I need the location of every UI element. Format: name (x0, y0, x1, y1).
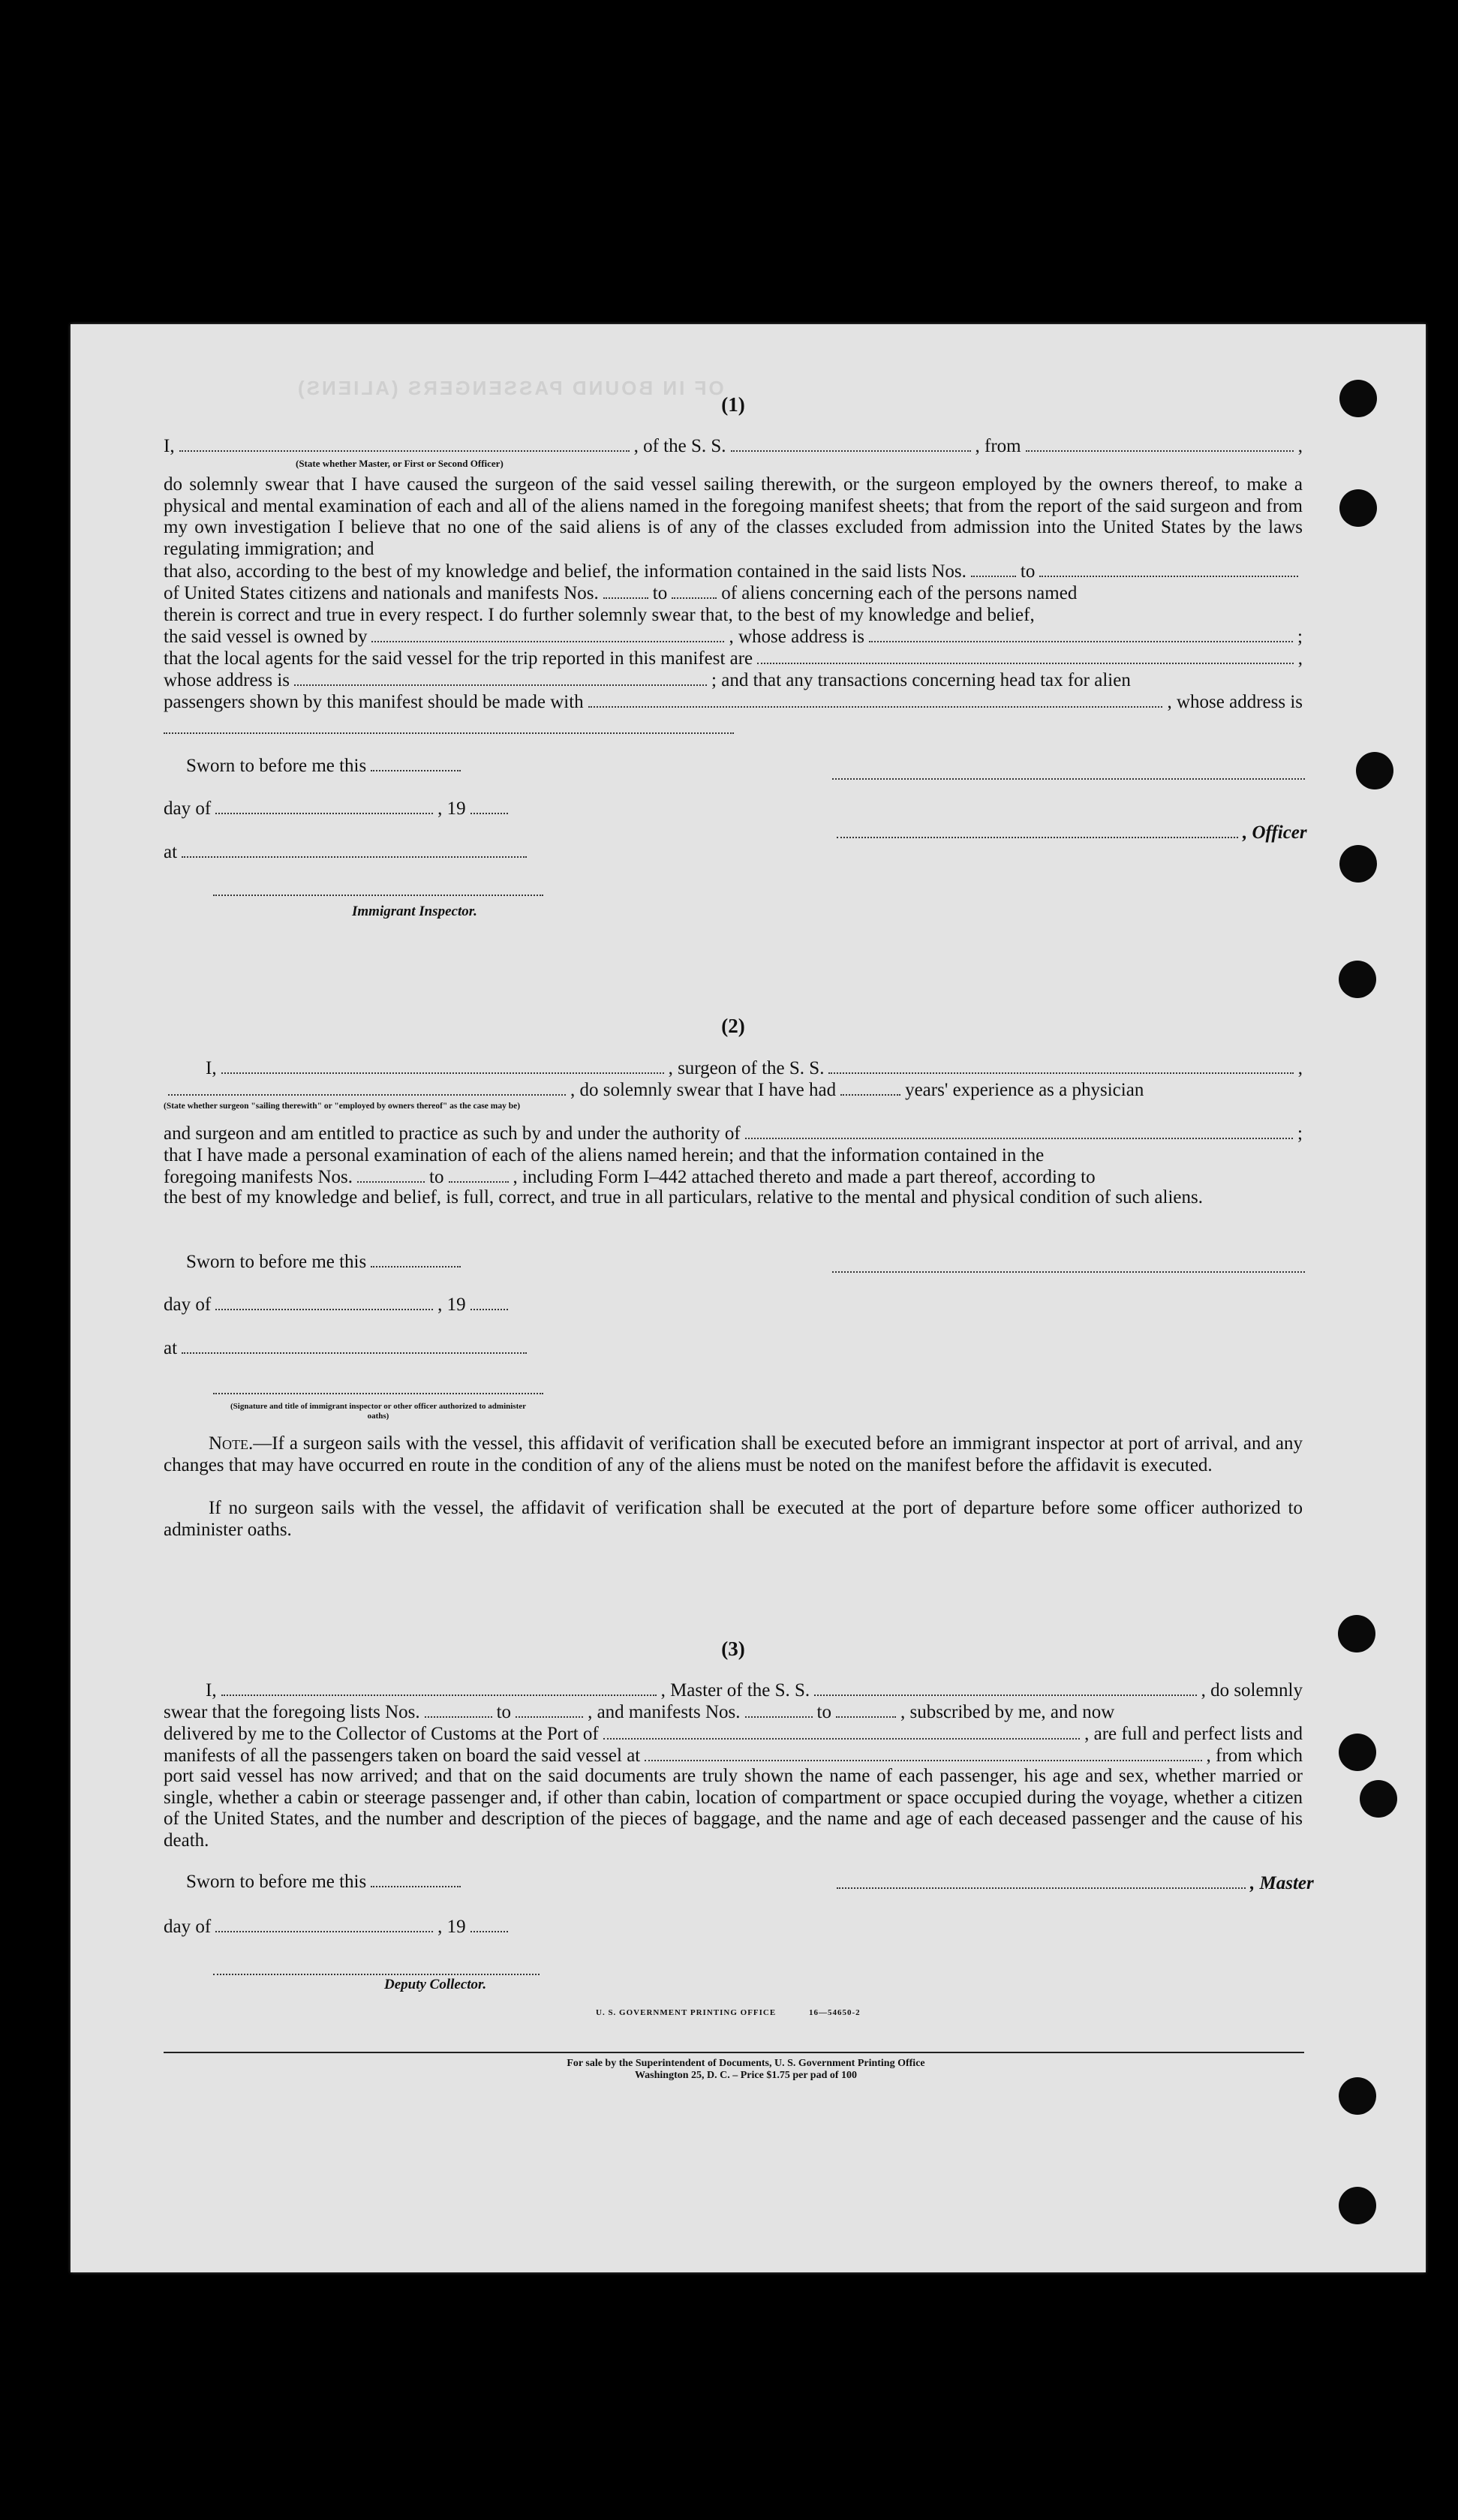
s2-note (164, 1433, 1303, 1476)
agents-address-field[interactable] (294, 671, 707, 686)
s2-officer-signature-line[interactable] (213, 1393, 543, 1394)
s1-sworn-date-field[interactable] (371, 756, 461, 771)
s1-place-field[interactable] (182, 843, 527, 858)
s1-text: , (1297, 648, 1303, 669)
s3-master-signature-field[interactable] (837, 1874, 1246, 1889)
note-label: Note. (209, 1433, 254, 1454)
punch-hole (1339, 2077, 1376, 2115)
s3-line-3 (164, 1723, 1303, 1745)
s3-text: manifests of all the passengers taken on board the said vessel at (164, 1746, 641, 1766)
punch-hole (1339, 2187, 1376, 2224)
s2-text: Sworn to before me this (186, 1252, 367, 1272)
s1-paragraph: do solemnly swear that I have caused the surgeon of the said vessel sailing therewith, or the surgeon employed by the owners thereof, to make a physical and mental examination of each and all of the aliens named in the foregoing manifest sheets; that from the report of the said surgeon and from my own investigation I believe that no one of the said aliens is of any of the classes excluded from admission into the United States by the laws regulating immigration; and (164, 474, 1303, 559)
s3-deputy-signature-line[interactable] (213, 1974, 540, 1975)
customs-port-field[interactable] (603, 1725, 1080, 1740)
printing-code: 16—54650-2 (808, 2008, 861, 2017)
surgeon-name-field[interactable] (221, 1059, 664, 1074)
s3-text: Sworn to before me this (186, 1872, 367, 1892)
section-1-number: (1) (721, 393, 745, 416)
s2-text: foregoing manifests Nos. (164, 1167, 353, 1187)
s3-manifests-to-field[interactable] (836, 1703, 896, 1718)
surgeon-status-field[interactable] (168, 1081, 566, 1096)
s2-status-note: (State whether surgeon "sailing therewith" or "employed by owners thereof" as the case may be) (164, 1102, 521, 1111)
s2-day (164, 1295, 513, 1316)
s3-text: , Master of the S. S. (660, 1680, 810, 1701)
printing-office-imprint (596, 2008, 861, 2017)
s1-lists-line (164, 561, 1303, 582)
s3-sworn-date-field[interactable] (371, 1872, 461, 1887)
s3-text: , are full and perfect lists and (1084, 1724, 1303, 1744)
bleed-through-header: OF IN BOUND PASSENGERS (ALIENS) (296, 377, 724, 399)
s2-text: , do solemnly swear that I have had (570, 1080, 837, 1100)
s3-lists-from-field[interactable] (425, 1703, 492, 1718)
s1-text: day of (164, 798, 212, 819)
s1-signature-line[interactable] (832, 778, 1305, 780)
s2-signature-line[interactable] (832, 1271, 1305, 1273)
s3-text: swear that the foregoing lists Nos. (164, 1702, 420, 1722)
s3-lists-to-field[interactable] (516, 1703, 583, 1718)
punch-hole (1360, 1780, 1397, 1818)
s1-text: Sworn to before me this (186, 756, 367, 776)
s2-text: , surgeon of the S. S. (668, 1058, 825, 1078)
s2-manifest-from-field[interactable] (357, 1168, 425, 1183)
s2-text: ; (1297, 1123, 1303, 1144)
s2-text: at (164, 1338, 178, 1358)
s3-manifests-from-field[interactable] (745, 1703, 813, 1718)
master-label: , Master (1250, 1873, 1314, 1893)
printing-office: U. S. GOVERNMENT PRINTING OFFICE (596, 2008, 777, 2017)
s2-line-1 (206, 1057, 1303, 1079)
officer-label: , Officer (1243, 822, 1307, 843)
s2-vessel-field[interactable] (828, 1059, 1293, 1074)
s1-text: the said vessel is owned by (164, 627, 368, 647)
lists-to-field[interactable] (1039, 562, 1298, 577)
s1-officer (832, 822, 1307, 844)
s1-text: to (1020, 561, 1036, 582)
authority-field[interactable] (745, 1124, 1293, 1139)
s1-text: passengers shown by this manifest should be made with (164, 692, 584, 712)
s1-text: , whose address is (729, 627, 865, 647)
s2-sworn-date-field[interactable] (371, 1252, 461, 1268)
s2-text: I, (206, 1058, 217, 1078)
punch-hole (1356, 752, 1393, 789)
s2-paragraph: the best of my knowledge and belief, is full, correct, and true in all particulars, relative to the mental and physical condition of such aliens. (164, 1187, 1203, 1207)
boarding-port-field[interactable] (645, 1746, 1201, 1761)
punch-hole (1339, 380, 1377, 417)
head-tax-address-field[interactable] (164, 732, 734, 734)
s3-day (164, 1917, 513, 1938)
s2-manifest-to-field[interactable] (449, 1168, 509, 1183)
s3-line-4 (164, 1745, 1303, 1767)
s2-signature-note: (Signature and title of immigrant inspector or other officer authorized to administer oaths) (230, 1402, 527, 1421)
s3-text: , from which (1206, 1746, 1303, 1766)
footer-rule (164, 2052, 1304, 2053)
s2-text: , (1297, 1058, 1303, 1078)
punch-hole (1339, 961, 1376, 998)
s1-text: therein is correct and true in every respect. I do further solemnly swear that, to the best of my knowledge and belief, (164, 605, 1035, 625)
years-experience-field[interactable] (840, 1081, 900, 1096)
punch-hole (1338, 1615, 1375, 1652)
s1-sworn (186, 756, 465, 777)
s1-at (164, 842, 531, 863)
head-tax-party-field[interactable] (588, 693, 1163, 708)
section-2-number: (2) (721, 1015, 745, 1037)
s1-text: to (652, 583, 668, 603)
s1-text: of aliens concerning each of the persons named (721, 583, 1078, 603)
agents-field[interactable] (757, 649, 1294, 664)
s2-text: day of (164, 1295, 212, 1315)
s1-text: at (164, 842, 178, 862)
departure-port-field[interactable] (1026, 437, 1294, 452)
punch-hole (1339, 845, 1377, 883)
s1-text: , whose address is (1167, 692, 1303, 712)
s1-text: ; (1297, 627, 1303, 647)
manifests-from-field[interactable] (603, 584, 648, 599)
s2-text: , including Form I–442 attached thereto and made a part thereof, according to (513, 1167, 1096, 1187)
s3-text: , subscribed by me, and now (900, 1702, 1115, 1722)
manifests-to-field[interactable] (672, 584, 717, 599)
s1-day (164, 798, 513, 819)
owner-address-field[interactable] (869, 627, 1293, 642)
s2-at (164, 1338, 531, 1359)
sale-line-1: For sale by the Superintendent of Documents, U. S. Government Printing Office (567, 2058, 925, 2069)
s2-text: and surgeon and am entitled to practice as such by and under the authority of (164, 1123, 741, 1144)
s3-text: , do solemnly (1201, 1680, 1303, 1701)
lists-from-field[interactable] (971, 562, 1016, 577)
s2-text: to (429, 1167, 444, 1187)
s2-year-field[interactable] (470, 1295, 508, 1310)
s1-passengers-line (164, 691, 1303, 713)
s3-vessel-field[interactable] (814, 1681, 1196, 1696)
s2-sworn (186, 1252, 465, 1273)
s3-text: delivered by me to the Collector of Customs at the Port of (164, 1724, 599, 1744)
punch-hole (1339, 1734, 1376, 1771)
s2-text: that I have made a personal examination of each of the aliens named herein; and that the information contained in the (164, 1145, 1045, 1165)
s1-text: , 19 (437, 798, 466, 819)
s2-text: years' experience as a physician (905, 1080, 1144, 1100)
s3-year-field[interactable] (470, 1917, 508, 1932)
s1-text: , (1297, 436, 1303, 456)
s2-line-5 (164, 1166, 1303, 1188)
s1-rank-note: (State whether Master, or First or Second Officer) (296, 458, 504, 469)
s1-citizens-line (164, 582, 1303, 604)
s1-text: ; and that any transactions concerning head tax for alien (711, 670, 1131, 690)
sale-notice (371, 2058, 1121, 2082)
deputy-collector-label: Deputy Collector. (384, 1977, 487, 1992)
s2-note-2: If no surgeon sails with the vessel, the affidavit of verification shall be executed at the port of departure before some officer authorized to administer oaths. (164, 1498, 1303, 1540)
s3-paragraph: port said vessel has now arrived; and that on the said documents are truly shown the name of each passenger, his age and sex, whether married or single, whether a cabin or steerage passenger and, if other than cabin, location of compartment or space occupied during the voyage, whether a citizen of the United States, and the number and description of the pieces of baggage, and the name and age of each deceased passenger and the cause of his death. (164, 1766, 1303, 1851)
section-3-number: (3) (721, 1637, 745, 1660)
s1-agents-line (164, 648, 1303, 669)
s2-place-field[interactable] (182, 1339, 527, 1354)
sale-line-2: Washington 25, D. C. – Price $1.75 per pad of 100 (634, 2070, 858, 2081)
punch-hole (1339, 489, 1377, 527)
s1-text: that also, according to the best of my knowledge and belief, the information contained in the said lists Nos. (164, 561, 966, 582)
note-text: —If a surgeon sails with the vessel, this affidavit of verification shall be executed before an immigrant inspector at port of arrival, and any changes that may have occurred en route in the condition of any of the aliens must be noted on the manifest before the affidavit is executed. (164, 1433, 1303, 1475)
s1-true-line (164, 604, 1303, 626)
s1-text: , from (975, 436, 1021, 456)
form-page (71, 324, 1426, 2272)
s1-year-field[interactable] (470, 799, 508, 814)
s1-inspector-signature-line[interactable] (213, 895, 543, 896)
s2-text: , 19 (437, 1295, 466, 1315)
s3-text: to (496, 1702, 512, 1722)
s1-officer-field[interactable] (837, 823, 1238, 838)
s3-text: day of (164, 1917, 212, 1937)
s3-text: , and manifests Nos. (588, 1702, 741, 1722)
owner-field[interactable] (371, 627, 724, 642)
s2-line-2 (164, 1079, 1303, 1101)
s3-text: , 19 (437, 1917, 466, 1937)
officer-rank-field[interactable] (179, 437, 630, 452)
s1-text: that the local agents for the said vessel for the trip reported in this manifest are (164, 648, 753, 669)
s1-line-1 (164, 435, 1303, 457)
immigrant-inspector-label: Immigrant Inspector. (352, 904, 477, 919)
s3-month-field[interactable] (215, 1917, 433, 1932)
s3-text: to (816, 1702, 831, 1722)
s1-owned-line (164, 626, 1303, 648)
s2-line-4 (164, 1144, 1303, 1166)
s1-text: of United States citizens and nationals and manifests Nos. (164, 583, 599, 603)
s1-month-field[interactable] (215, 799, 433, 814)
vessel-name-field[interactable] (731, 437, 971, 452)
s3-master-name-field[interactable] (221, 1681, 657, 1696)
s3-line-2 (164, 1701, 1303, 1723)
s3-line-1 (206, 1679, 1303, 1701)
s1-text: whose address is (164, 670, 290, 690)
s2-line-3 (164, 1123, 1303, 1144)
s3-master (832, 1873, 1314, 1894)
s2-month-field[interactable] (215, 1295, 433, 1310)
s1-text: , of the S. S. (633, 436, 726, 456)
s3-sworn (186, 1872, 465, 1893)
s3-text: I, (206, 1680, 217, 1701)
s1-whose-line (164, 669, 1303, 691)
s1-text: I, (164, 436, 175, 456)
